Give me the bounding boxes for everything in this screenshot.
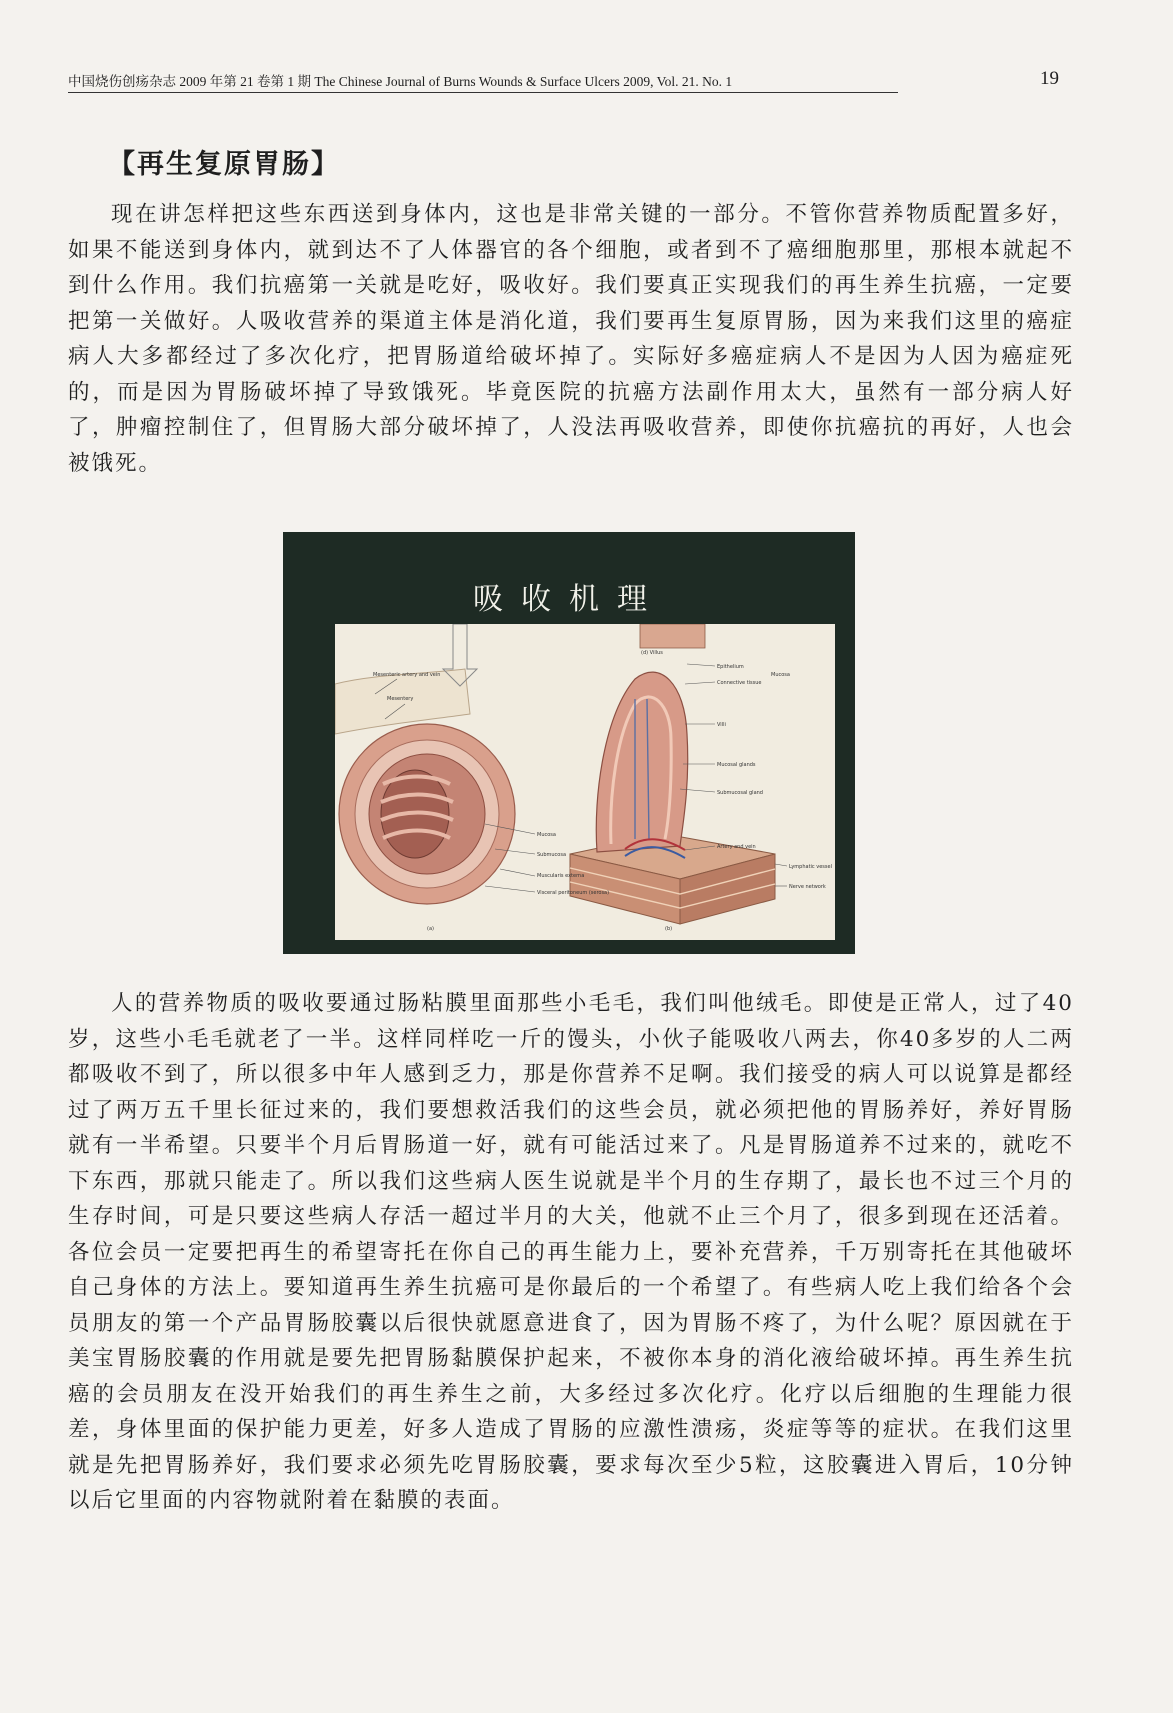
- page-number: 19: [1040, 68, 1059, 89]
- paragraph-intro: 现在讲怎样把这些东西送到身体内，这也是非常关键的一部分。不管你营养物质配置多好，如果不能送到身体内，就到达不了人体器官的各个细胞，或者到不了癌细胞那里，那根本就起不到什么作用。我们抗癌第一关就是吃好，吸收好。我们要真正实现我们的再生养生抗癌，一定要把第一关做好。人吸收营养的渠道主体是消化道，我们要再生复原胃肠，因为来我们这里的癌症病人大多都经过了多次化疗，把胃肠道给破坏掉了。实际好多癌症病人不是因为人因为癌症死的，而是因为胃肠破坏掉了导致饿死。毕竟医院的抗癌方法副作用太大，虽然有一部分病人好了，肿瘤控制住了，但胃肠大部分破坏掉了，人没法再吸收营养，即使你抗癌抗的再好，人也会被饿死。: [68, 202, 1074, 476]
- label-artery-vein: Artery and vein: [717, 844, 756, 850]
- label-lymphatic-vessel: Lymphatic vessel: [789, 864, 832, 870]
- figure-slide-title: 吸收机理: [473, 582, 665, 617]
- label-submucosal-gland: Submucosal gland: [717, 790, 763, 796]
- label-muscularis: Muscularis externa: [537, 873, 585, 879]
- label-mucosa-left: Mucosa: [537, 832, 556, 838]
- label-mesenteric-vessels: Mesenteric artery and vein: [373, 672, 441, 678]
- label-connective-tissue: Connective tissue: [717, 680, 762, 686]
- label-nerve-network: Nerve network: [789, 884, 826, 890]
- label-villus-top: (d) Villus: [641, 650, 663, 656]
- intestine-anatomy-drawing: [335, 624, 835, 940]
- label-submucosa: Submucosa: [537, 852, 567, 858]
- absorption-mechanism-figure: [283, 532, 855, 954]
- running-head: 中国烧伤创疡杂志 2009 年第 21 卷第 1 期 The Chinese Journal of Burns Wounds & Surface Ulcers 2009, Vol. 21. No. 1: [68, 70, 898, 93]
- label-mesentery: Mesentery: [387, 696, 414, 702]
- label-villi: Villi: [717, 722, 726, 728]
- label-mucosal-glands: Mucosal glands: [717, 762, 756, 768]
- label-mucosa-right: Mucosa: [771, 672, 790, 678]
- label-panel-b: (b): [665, 926, 673, 932]
- intestine-illustration: [335, 624, 835, 940]
- label-visceral-peritoneum: Visceral peritoneum (serosa): [537, 890, 610, 896]
- paragraph-villi-absorption: 人的营养物质的吸收要通过肠粘膜里面那些小毛毛，我们叫他绒毛。即使是正常人，过了40岁，这些小毛毛就老了一半。这样同样吃一斤的馒头，小伙子能吸收八两去，你40多岁的人二两都吸收不到了，所以很多中年人感到乏力，那是你营养不足啊。我们接受的病人可以说算是都经过了两万五千里长征过来的，我们要想救活我们的这些会员，就必须把他的胃肠养好，养好胃肠就有一半希望。只要半个月后胃肠道一好，就有可能活过来了。凡是胃肠道养不过来的，就吃不下东西，那就只能走了。所以我们这些病人医生说就是半个月的生存期了，最长也不过三个月的生存时间，可是只要这些病人存活一超过半月的大关，他就不止三个月了，很多到现在还活着。各位会员一定要把再生的希望寄托在你自己的再生能力上，要补充营养，千万别寄托在其他破坏自己身体的方法上。要知道再生养生抗癌可是你最后的一个希望了。有些病人吃上我们给各个会员朋友的第一个产品胃肠胶囊以后很快就愿意进食了，因为胃肠不疼了，为什么呢？原因就在于美宝胃肠胶囊的作用就是要先把胃肠黏膜保护起来，不被你本身的消化液给破坏掉。再生养生抗癌的会员朋友在没开始我们的再生养生之前，大多经过多次化疗。化疗以后细胞的生理能力很差，身体里面的保护能力更差，好多人造成了胃肠的应激性溃疡，炎症等等的症状。在我们这里就是先把胃肠养好，我们要求必须先吃胃肠胶囊，要求每次至少5粒，这胶囊进入胃后，10分钟以后它里面的内容物就附着在黏膜的表面。: [68, 991, 1074, 1513]
- villus-inset: [640, 624, 705, 648]
- label-panel-a: (a): [427, 926, 434, 932]
- label-epithelium: Epithelium: [717, 664, 744, 670]
- section-title: 【再生复原胃肠】: [108, 149, 340, 180]
